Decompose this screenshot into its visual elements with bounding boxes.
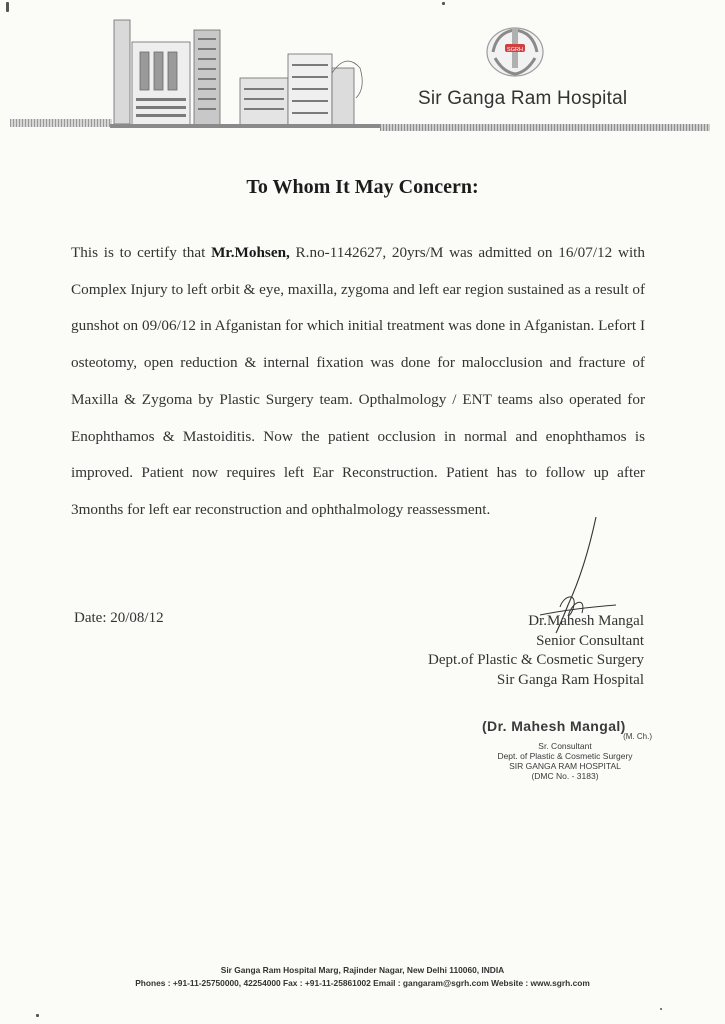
body-details: R.no-1142627, 20yrs/M was admitted on 16/07/12 with Complex Injury to left orbit & eye, maxilla, zygoma and left ear region sustained as a result of gunshot on 09/06/12 in Afganistan for which initial treatment was done in Afganistan. Lefort I osteotomy, open reduction & internal fixation was done for malocclusion and fracture of Maxilla & Zygoma by Plastic Surgery team. Opthalmology / ENT teams also operated for Enophthamos & Mastoiditis. Now the patient occlusion in normal and enophthamos is improved. Patient now requires left Ear Reconstruction. Patient has to follow up after 3months for left ear reconstruction and ophthalmology reassessment. [71, 244, 646, 518]
hospital-name: Sir Ganga Ram Hospital [418, 88, 628, 109]
logo-text: SGRH [507, 47, 523, 53]
footer-address: Sir Ganga Ram Hospital Marg, Rajinder Nagar, New Delhi 110060, INDIA [220, 965, 505, 975]
header-rule-left [10, 119, 112, 127]
hospital-buildings-illustration [110, 18, 380, 130]
scan-speck [6, 2, 9, 12]
body-intro: This is to certify that [71, 244, 212, 261]
letter-footer [0, 964, 725, 990]
stamp-department: Dept. of Plastic & Cosmetic Surgery [497, 751, 633, 761]
scan-speck [660, 1008, 662, 1010]
signatory-department: Dept.of Plastic & Cosmetic Surgery [428, 652, 644, 668]
certificate-body [71, 235, 645, 529]
patient-name: Mr.Mohsen, [211, 244, 290, 261]
scan-speck [36, 1014, 39, 1017]
signatory-hospital: Sir Ganga Ram Hospital [496, 671, 644, 688]
document-title: To Whom It May Concern: [246, 176, 479, 198]
stamp-qualification: (M. Ch.) [623, 732, 652, 741]
stamp-name: (Dr. Mahesh Mangal) [482, 718, 626, 734]
footer-contacts: Phones : +91-11-25750000, 42254000 Fax : +91-11-25861002 Email : gangaram@sgrh.com Website : www.sgrh.com [135, 978, 590, 988]
stamp-position: Sr. Consultant [538, 741, 592, 751]
header-rule-right [380, 124, 710, 131]
letterhead [0, 0, 725, 135]
signatory-block [380, 612, 644, 690]
signatory-name: Dr.Mahesh Mangal [528, 613, 644, 629]
stamp-registration: (DMC No. - 3183) [531, 771, 599, 781]
letter-date: Date: 20/08/12 [74, 610, 164, 626]
signatory-position: Senior Consultant [536, 632, 644, 649]
doctor-stamp [470, 718, 660, 781]
hospital-logo [483, 22, 547, 82]
stamp-hospital: SIR GANGA RAM HOSPITAL [509, 761, 621, 771]
scan-speck [442, 2, 445, 5]
